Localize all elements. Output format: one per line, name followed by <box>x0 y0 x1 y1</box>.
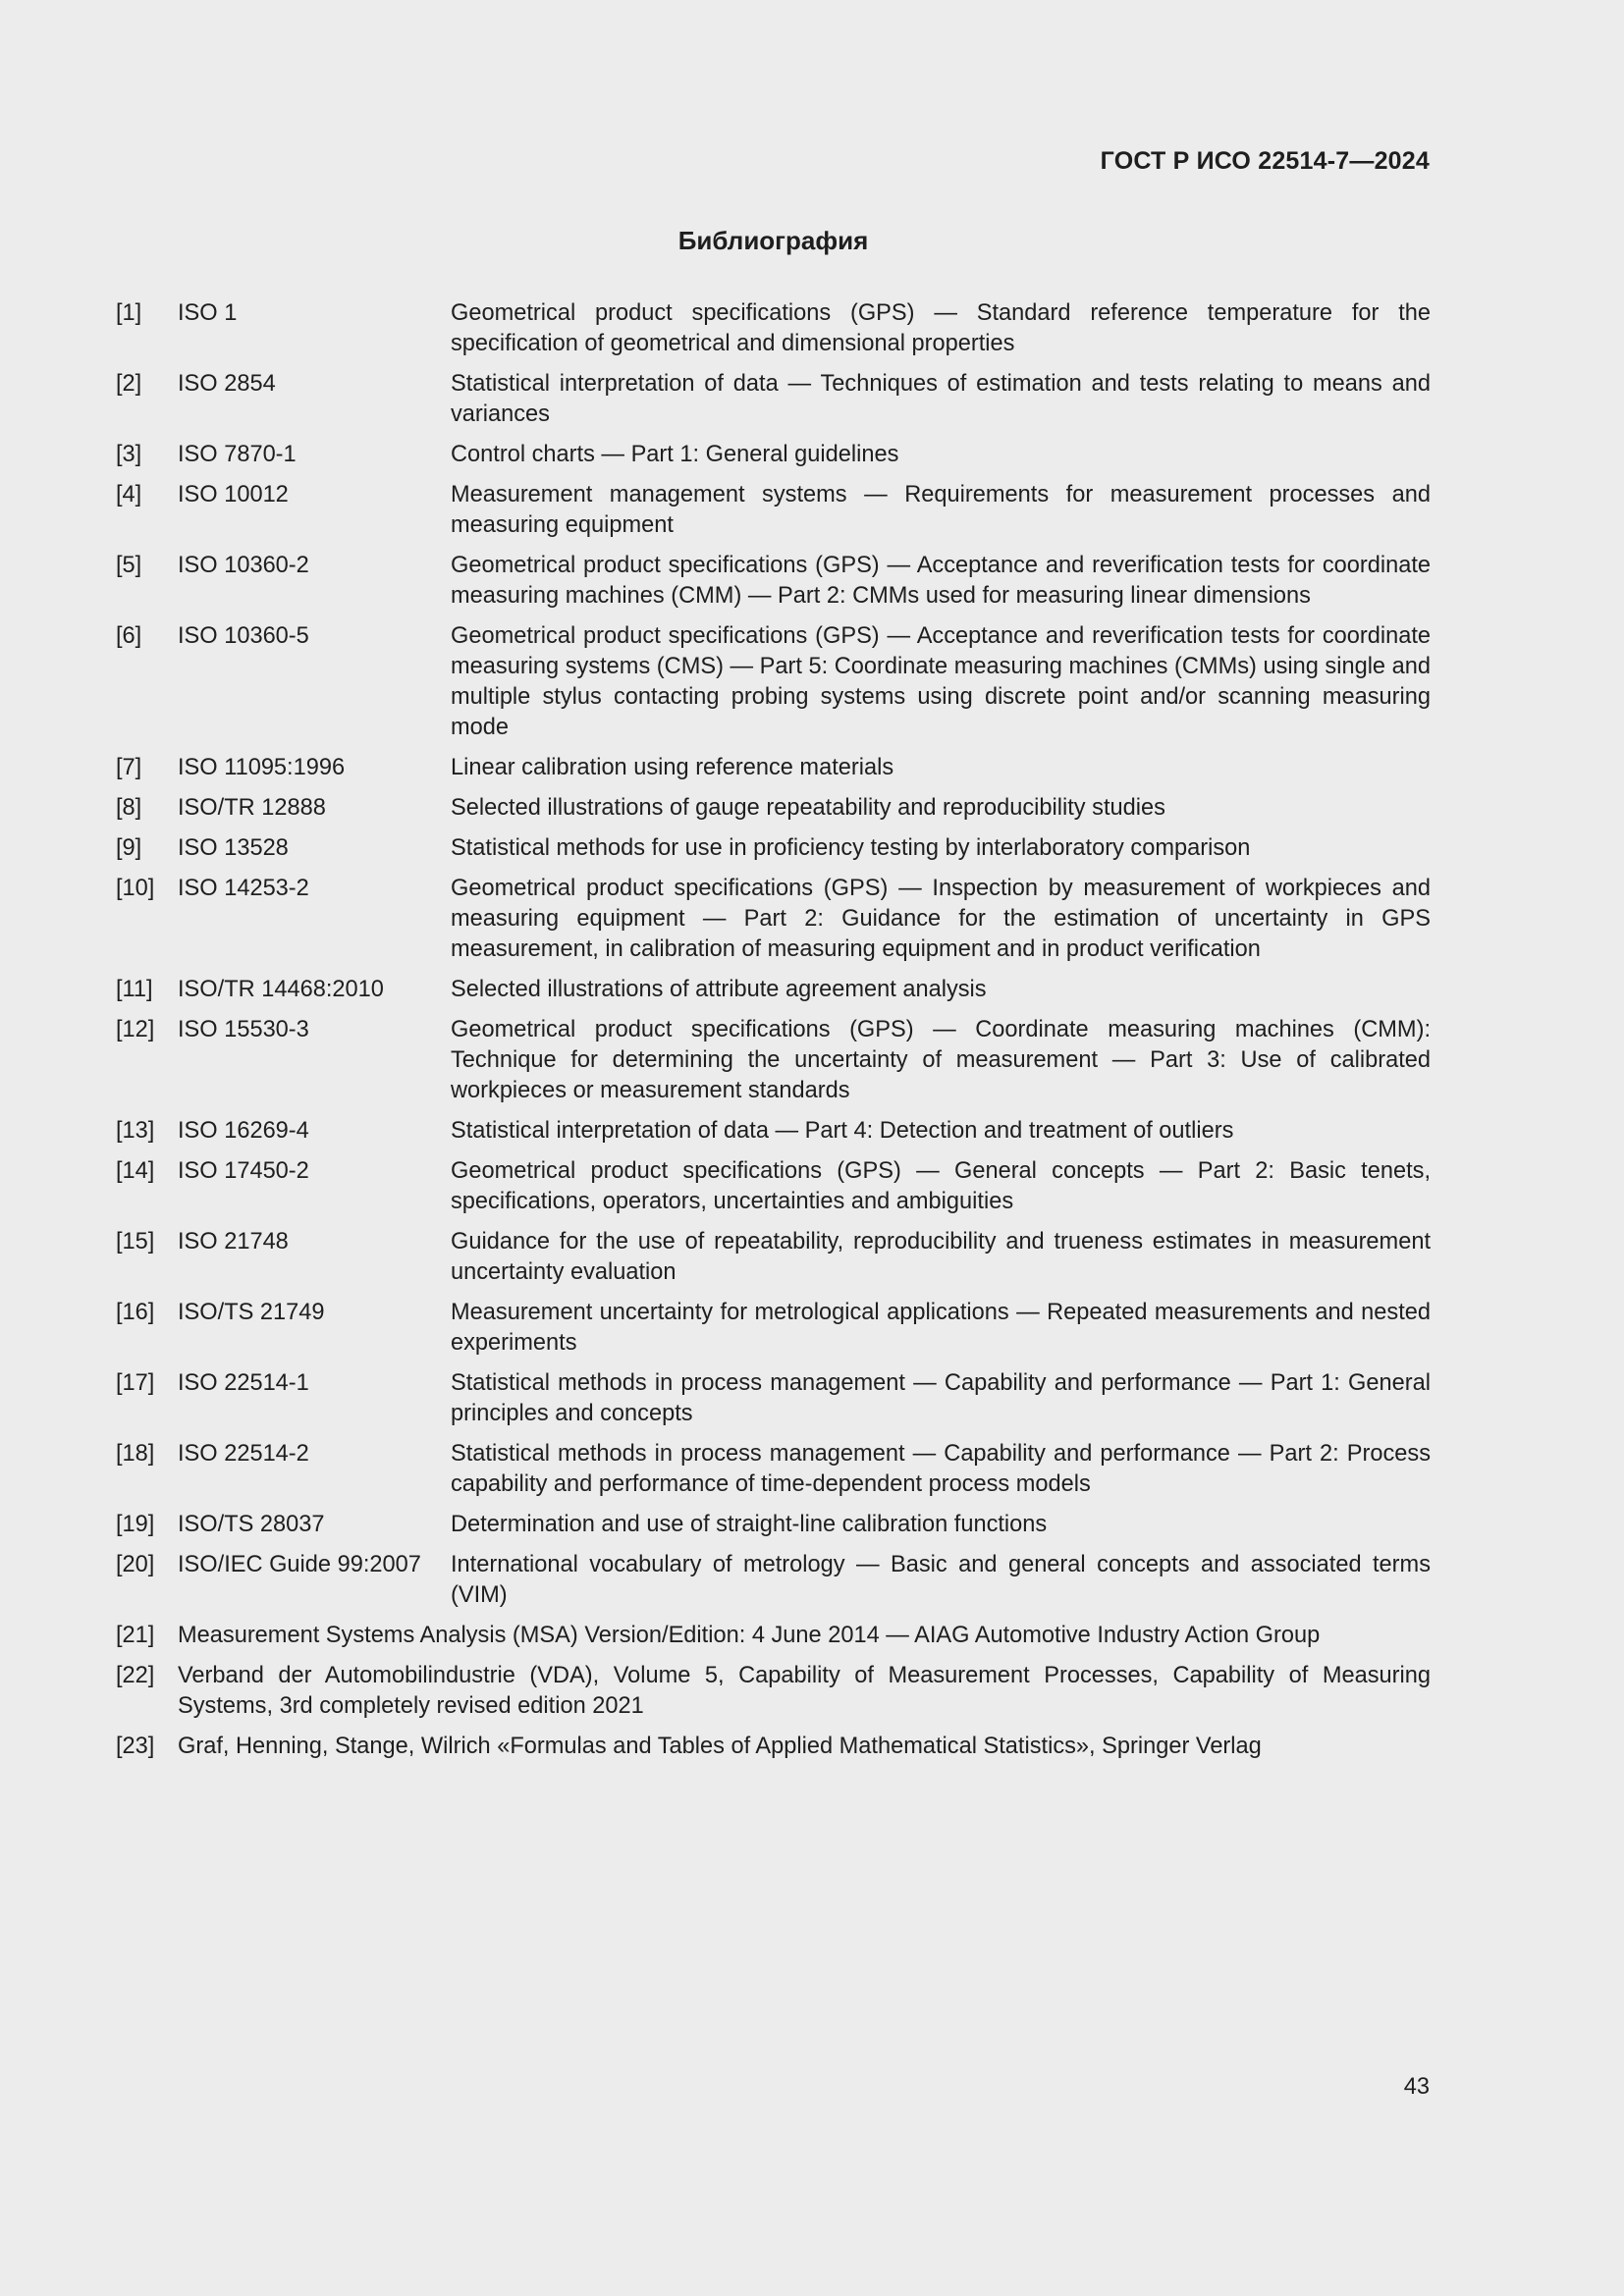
entry-number: [11] <box>116 977 153 1002</box>
bibliography-title: Библиография <box>677 226 869 255</box>
entry-text: Verband der Automobilindustrie (VDA), Volume 5, Capability of Measurement Processes, Capability of Measuring Systems, 3rd completely revised edition 2021 <box>178 1663 1431 1719</box>
bibliography-entry <box>116 1621 1431 1651</box>
entry-number: [13] <box>116 1118 155 1144</box>
entry-text: Measurement Systems Analysis (MSA) Version/Edition: 4 June 2014 — AIAG Automotive Industry Action Group <box>178 1623 1321 1648</box>
bibliography-entry <box>116 1156 1431 1217</box>
entry-title: Guidance for the use of repeatability, reproducibility and trueness estimates in measurement uncertainty evaluation <box>451 1229 1431 1285</box>
entry-title: Geometrical product specifications (GPS) — Inspection by measurement of workpieces and measuring equipment — Part 2: Guidance for the estimation of uncertainty in GPS measurement, in calibration of measuring equipment and in product verification <box>451 876 1431 962</box>
entry-number: [5] <box>116 553 142 578</box>
entry-number: [18] <box>116 1441 155 1467</box>
entry-code: ISO/TS 21749 <box>178 1300 325 1325</box>
entry-code: ISO 10360-2 <box>178 553 309 578</box>
entry-title: Measurement management systems — Requirements for measurement processes and measuring equipment <box>451 482 1431 538</box>
entry-text: Graf, Henning, Stange, Wilrich «Formulas and Tables of Applied Mathematical Statistics», Springer Verlag <box>178 1734 1262 1759</box>
entry-title: Statistical methods in process management — Capability and performance — Part 1: General principles and concepts <box>451 1370 1431 1426</box>
entry-code: ISO 10012 <box>178 482 289 507</box>
bibliography-entry <box>116 975 1431 1005</box>
entry-number: [21] <box>116 1623 155 1648</box>
entry-code: ISO/TR 14468:2010 <box>178 977 384 1002</box>
entry-number: [19] <box>116 1512 155 1537</box>
bibliography-entry <box>116 1550 1431 1611</box>
entry-code: ISO 1 <box>178 300 238 326</box>
bibliography-entry <box>116 369 1431 430</box>
entry-code: ISO 17450-2 <box>178 1158 309 1184</box>
entry-code: ISO 7870-1 <box>178 442 297 467</box>
entry-title: Geometrical product specifications (GPS) — Coordinate measuring machines (CMM): Technique for determining the uncertainty of measurement — Part 3: Use of calibrated workpieces or measurement standards <box>451 1017 1431 1103</box>
entry-title: Control charts — Part 1: General guidelines <box>451 442 899 467</box>
entry-number: [10] <box>116 876 155 901</box>
entry-title: Linear calibration using reference materials <box>451 755 894 780</box>
entry-title: Statistical methods for use in proficiency testing by interlaboratory comparison <box>451 835 1251 861</box>
document-code: ГОСТ Р ИСО 22514-7—2024 <box>1100 147 1430 175</box>
bibliography-entry <box>116 874 1431 965</box>
entry-number: [6] <box>116 623 142 649</box>
entry-title: Geometrical product specifications (GPS) — Acceptance and reverification tests for coordinate measuring systems (CMS) — Part 5: Coordinate measuring machines (CMMs) using single and multiple stylus contacting probing systems using discrete point and/or scanning measuring mode <box>451 623 1431 740</box>
entry-number: [16] <box>116 1300 155 1325</box>
bibliography-entry <box>116 1439 1431 1500</box>
entry-number: [7] <box>116 755 142 780</box>
entry-code: ISO 16269-4 <box>178 1118 309 1144</box>
entry-title: Statistical interpretation of data — Techniques of estimation and tests relating to means and variances <box>451 371 1431 427</box>
entry-title: Selected illustrations of attribute agreement analysis <box>451 977 987 1002</box>
entry-code: ISO 21748 <box>178 1229 289 1255</box>
entry-number: [17] <box>116 1370 155 1396</box>
bibliography-entry <box>116 298 1431 359</box>
bibliography-entry <box>116 1368 1431 1429</box>
entry-number: [20] <box>116 1552 155 1577</box>
entry-title: Geometrical product specifications (GPS) — Standard reference temperature for the specification of geometrical and dimensional properties <box>451 300 1431 356</box>
bibliography-entry <box>116 753 1431 783</box>
entry-number: [2] <box>116 371 142 397</box>
entry-number: [12] <box>116 1017 155 1042</box>
bibliography-entry <box>116 1116 1431 1147</box>
entry-code: ISO 10360-5 <box>178 623 309 649</box>
entry-number: [3] <box>116 442 142 467</box>
bibliography-entry <box>116 1732 1431 1762</box>
bibliography-entry <box>116 1227 1431 1288</box>
entry-number: [8] <box>116 795 142 821</box>
entry-number: [4] <box>116 482 142 507</box>
entry-number: [22] <box>116 1663 155 1688</box>
bibliography-list <box>116 298 1431 1772</box>
entry-title: International vocabulary of metrology — Basic and general concepts and associated terms (VIM) <box>451 1552 1431 1608</box>
bibliography-entry <box>116 621 1431 743</box>
entry-number: [14] <box>116 1158 155 1184</box>
entry-code: ISO/TR 12888 <box>178 795 326 821</box>
bibliography-entry <box>116 1661 1431 1722</box>
entry-code: ISO 13528 <box>178 835 289 861</box>
entry-code: ISO/IEC Guide 99:2007 <box>178 1552 421 1577</box>
entry-code: ISO 14253-2 <box>178 876 309 901</box>
page-number: 43 <box>1403 2074 1430 2100</box>
entry-number: [15] <box>116 1229 155 1255</box>
entry-title: Statistical methods in process management — Capability and performance — Part 2: Process capability and performance of time-dependent process models <box>451 1441 1431 1497</box>
bibliography-entry <box>116 833 1431 864</box>
entry-code: ISO 22514-2 <box>178 1441 309 1467</box>
bibliography-entry <box>116 1015 1431 1106</box>
entry-code: ISO 2854 <box>178 371 276 397</box>
entry-title: Determination and use of straight-line calibration functions <box>451 1512 1048 1537</box>
entry-title: Statistical interpretation of data — Part 4: Detection and treatment of outliers <box>451 1118 1234 1144</box>
entry-code: ISO 15530-3 <box>178 1017 309 1042</box>
bibliography-entry <box>116 480 1431 541</box>
entry-code: ISO/TS 28037 <box>178 1512 325 1537</box>
bibliography-entry <box>116 1298 1431 1359</box>
entry-title: Geometrical product specifications (GPS) — General concepts — Part 2: Basic tenets, specifications, operators, uncertainties and ambiguities <box>451 1158 1431 1214</box>
entry-code: ISO 22514-1 <box>178 1370 309 1396</box>
bibliography-entry <box>116 440 1431 470</box>
entry-title: Selected illustrations of gauge repeatability and reproducibility studies <box>451 795 1165 821</box>
entry-title: Geometrical product specifications (GPS) — Acceptance and reverification tests for coordinate measuring machines (CMM) — Part 2: CMMs used for measuring linear dimensions <box>451 553 1431 609</box>
entry-number: [1] <box>116 300 142 326</box>
bibliography-entry <box>116 1510 1431 1540</box>
entry-code: ISO 11095:1996 <box>178 755 346 780</box>
entry-number: [23] <box>116 1734 155 1759</box>
bibliography-entry <box>116 551 1431 612</box>
entry-number: [9] <box>116 835 142 861</box>
entry-title: Measurement uncertainty for metrological applications — Repeated measurements and nested experiments <box>451 1300 1431 1356</box>
bibliography-entry <box>116 793 1431 824</box>
